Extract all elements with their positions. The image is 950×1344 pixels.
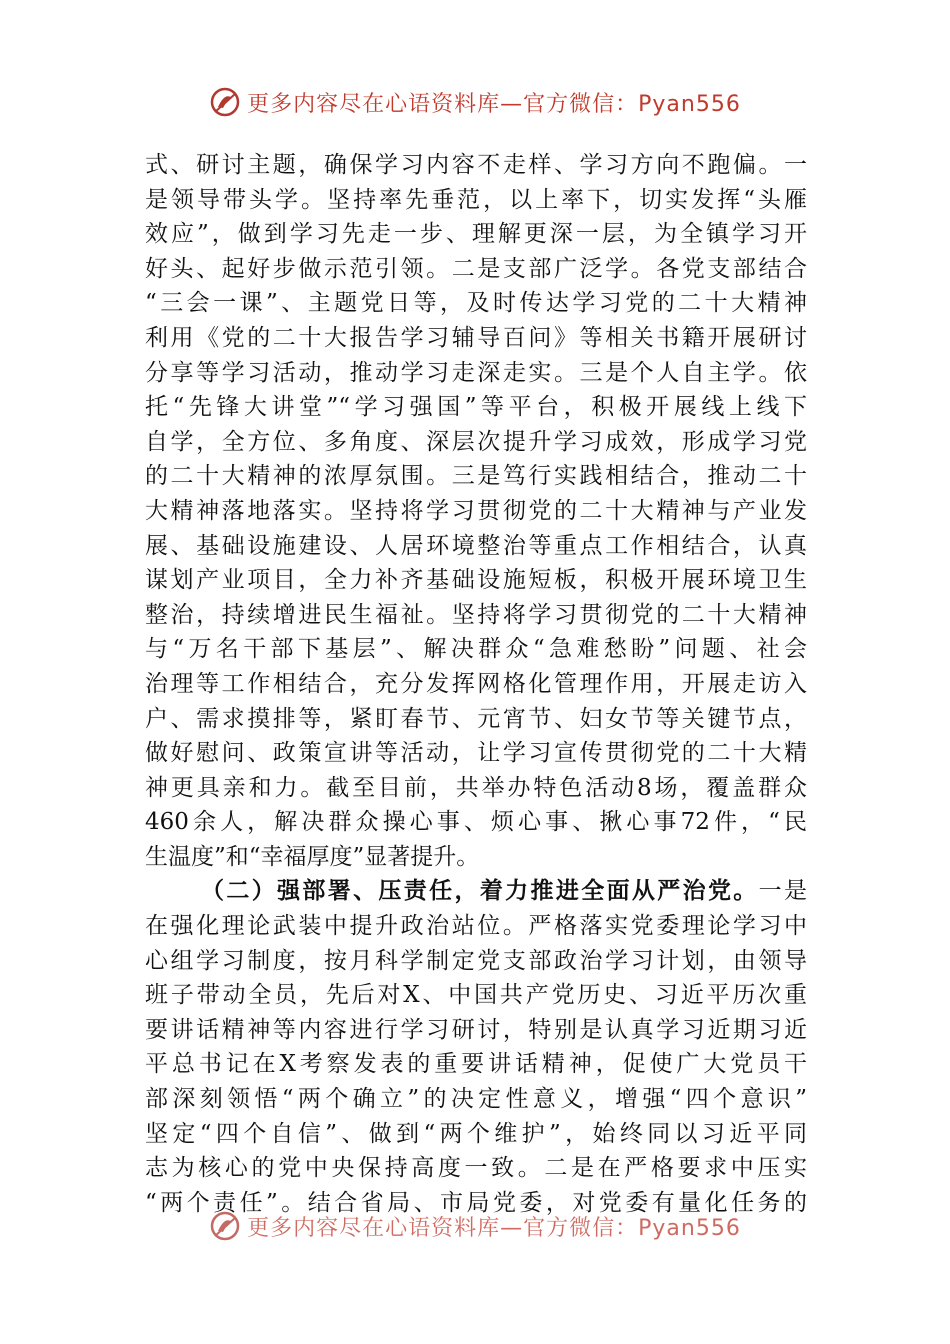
text-line: 部深刻领悟“两个确立”的决定性意义，增强“四个意识” xyxy=(145,1086,807,1113)
watermark-footer xyxy=(0,1208,950,1244)
section-heading: （二）强部署、压责任，着力推进全面从严治党。 xyxy=(201,877,759,905)
document-body xyxy=(145,148,807,1220)
text-line: “三会一课”、主题党日等，及时传达学习党的二十大精神 xyxy=(145,290,807,317)
text-line: 好头、起好步做示范引领。二是支部广泛学。各党支部结合 xyxy=(145,255,807,282)
text-line: 的二十大精神的浓厚氛围。三是笃行实践相结合，推动二十 xyxy=(145,463,807,490)
text-line: 平总书记在X考察发表的重要讲话精神，促使广大党员干 xyxy=(145,1051,807,1078)
seal-logo-icon xyxy=(209,1210,241,1242)
text-line: 整治，持续增进民生福祉。坚持将学习贯彻党的二十大精神 xyxy=(145,601,807,628)
seal-logo-icon xyxy=(209,86,241,118)
watermark-text: 更多内容尽在心语资料库—官方微信：Pyan556 xyxy=(247,91,741,117)
text-line: 坚定“四个自信”、做到“两个维护”，始终同以习近平同 xyxy=(145,1120,807,1147)
text-line: 志为核心的党中央保持高度一致。二是在严格要求中压实 xyxy=(145,1155,807,1182)
text-line: 式、研讨主题，确保学习内容不走样、学习方向不跑偏。一 xyxy=(145,152,807,178)
text-line: 分享等学习活动，推动学习走深走实。三是个人自主学。依 xyxy=(145,359,807,386)
text-line: 要讲话精神等内容进行学习研讨，特别是认真学习近期习近 xyxy=(145,1016,807,1043)
text-line: “两个责任”。结合省局、市局党委，对党委有量化任务的 xyxy=(145,1189,807,1216)
paragraph-2 xyxy=(145,874,807,1220)
text-line: 谋划产业项目，全力补齐基础设施短板，积极开展环境卫生 xyxy=(145,567,807,594)
text-line: 460余人，解决群众操心事、烦心事、揪心事72件，“民 xyxy=(145,809,807,836)
text-run: 一是 xyxy=(758,878,807,905)
text-line: 与“万名干部下基层”、解决群众“急难愁盼”问题、社会 xyxy=(145,636,807,663)
text-line: 展、基础设施建设、人居环境整治等重点工作相结合，认真 xyxy=(145,532,807,559)
text-line: 生温度”和“幸福厚度”显著提升。 xyxy=(145,843,480,870)
text-line: 是领导带头学。坚持率先垂范，以上率下，切实发挥“头雁 xyxy=(145,186,807,213)
watermark-text: 更多内容尽在心语资料库—官方微信：Pyan556 xyxy=(247,1215,741,1241)
text-line: 神更具亲和力。截至目前，共举办特色活动8场，覆盖群众 xyxy=(145,774,807,801)
watermark-header xyxy=(0,84,950,120)
text-line: 在强化理论武装中提升政治站位。严格落实党委理论学习中 xyxy=(145,913,807,940)
text-line: 利用《党的二十大报告学习辅导百问》等相关书籍开展研讨 xyxy=(145,324,807,351)
text-line: 托“先锋大讲堂”“学习强国”等平台，积极开展线上线下 xyxy=(145,394,807,421)
text-line: 户、需求摸排等，紧盯春节、元宵节、妇女节等关键节点， xyxy=(145,705,807,732)
section-heading-line xyxy=(145,874,807,909)
text-line: 自学，全方位、多角度、深层次提升学习成效，形成学习党 xyxy=(145,428,807,455)
text-line: 心组学习制度，按月科学制定党支部政治学习计划，由领导 xyxy=(145,947,807,974)
text-line: 效应”，做到学习先走一步、理解更深一层，为全镇学习开 xyxy=(145,221,807,248)
text-line: 班子带动全员，先后对X、中国共产党历史、习近平历次重 xyxy=(145,982,807,1009)
text-line: 做好慰问、政策宣讲等活动，让学习宣传贯彻党的二十大精 xyxy=(145,740,807,767)
paragraph-1 xyxy=(145,148,807,874)
text-line: 治理等工作相结合，充分发挥网格化管理作用，开展走访入 xyxy=(145,670,807,697)
text-line: 大精神落地落实。坚持将学习贯彻党的二十大精神与产业发 xyxy=(145,497,807,524)
